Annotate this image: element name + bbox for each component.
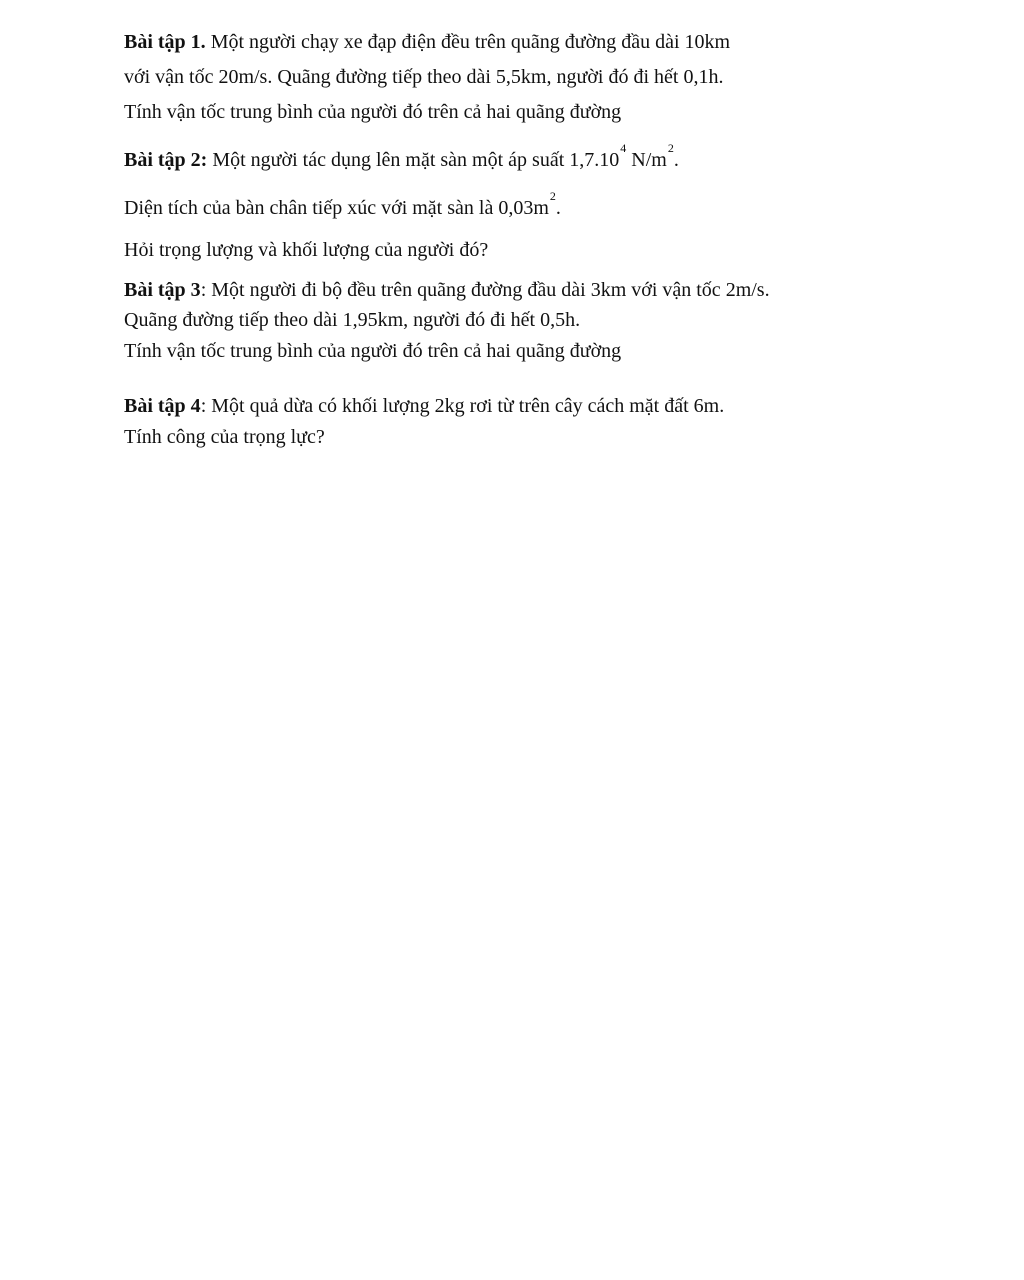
exercise-3-line-3: Tính vận tốc trung bình của người đó trên cả hai quãng đường bbox=[124, 340, 622, 362]
exercise-2-label: Bài tập 2: bbox=[124, 149, 208, 171]
pressure-unit: N/m bbox=[626, 149, 667, 171]
exponent-2: 2 bbox=[667, 141, 674, 155]
exercise-1-line-2: với vận tốc 20m/s. Quãng đường tiếp theo dài 5,5km, người đó đi hết 0,1h. bbox=[124, 66, 724, 88]
exercise-2-line-3: Hỏi trọng lượng và khối lượng của người đó? bbox=[124, 239, 489, 261]
exercise-1-line-3: Tính vận tốc trung bình của người đó trên cả hai quãng đường bbox=[124, 101, 622, 123]
exercise-4-line-1 bbox=[124, 392, 984, 423]
area-exponent-2: 2 bbox=[549, 189, 556, 203]
exercise-3-line-1 bbox=[124, 276, 984, 306]
exercise-1-label: Bài tập 1. bbox=[124, 31, 206, 53]
exponent-4: 4 bbox=[620, 141, 627, 155]
exercise-3-line-2: Quãng đường tiếp theo dài 1,95km, người đó đi hết 0,5h. bbox=[124, 309, 581, 331]
exercise-3-text: : Một người đi bộ đều trên quãng đường đầu dài 3km với vận tốc 2m/s. bbox=[200, 279, 770, 301]
exercise-4-line-2: Tính công của trọng lực? bbox=[124, 426, 325, 448]
document-page bbox=[124, 28, 984, 454]
exercise-4-label: Bài tập 4 bbox=[124, 395, 201, 417]
exercise-3-label: Bài tập 3 bbox=[124, 279, 201, 301]
exercise-1-text: Một người chạy xe đạp điện đều trên quãng đường đầu dài 10km bbox=[205, 31, 731, 53]
exercise-4 bbox=[124, 392, 984, 454]
exercise-2-area-text: Diện tích của bàn chân tiếp xúc với mặt sàn là 0,03m bbox=[124, 197, 549, 219]
exercise-4-text: : Một quả dừa có khối lượng 2kg rơi từ trên cây cách mặt đất 6m. bbox=[200, 395, 725, 417]
period: . bbox=[673, 149, 679, 171]
exercise-2 bbox=[124, 140, 984, 272]
exercise-2-line-1 bbox=[124, 140, 984, 188]
exercise-2-text: Một người tác dụng lên mặt sàn một áp suất 1,7.10 bbox=[207, 149, 620, 171]
exercise-1 bbox=[124, 28, 984, 133]
exercise-3 bbox=[124, 276, 984, 368]
period: . bbox=[555, 197, 561, 219]
exercise-1-line-1 bbox=[124, 28, 984, 63]
exercise-2-line-2 bbox=[124, 188, 984, 230]
